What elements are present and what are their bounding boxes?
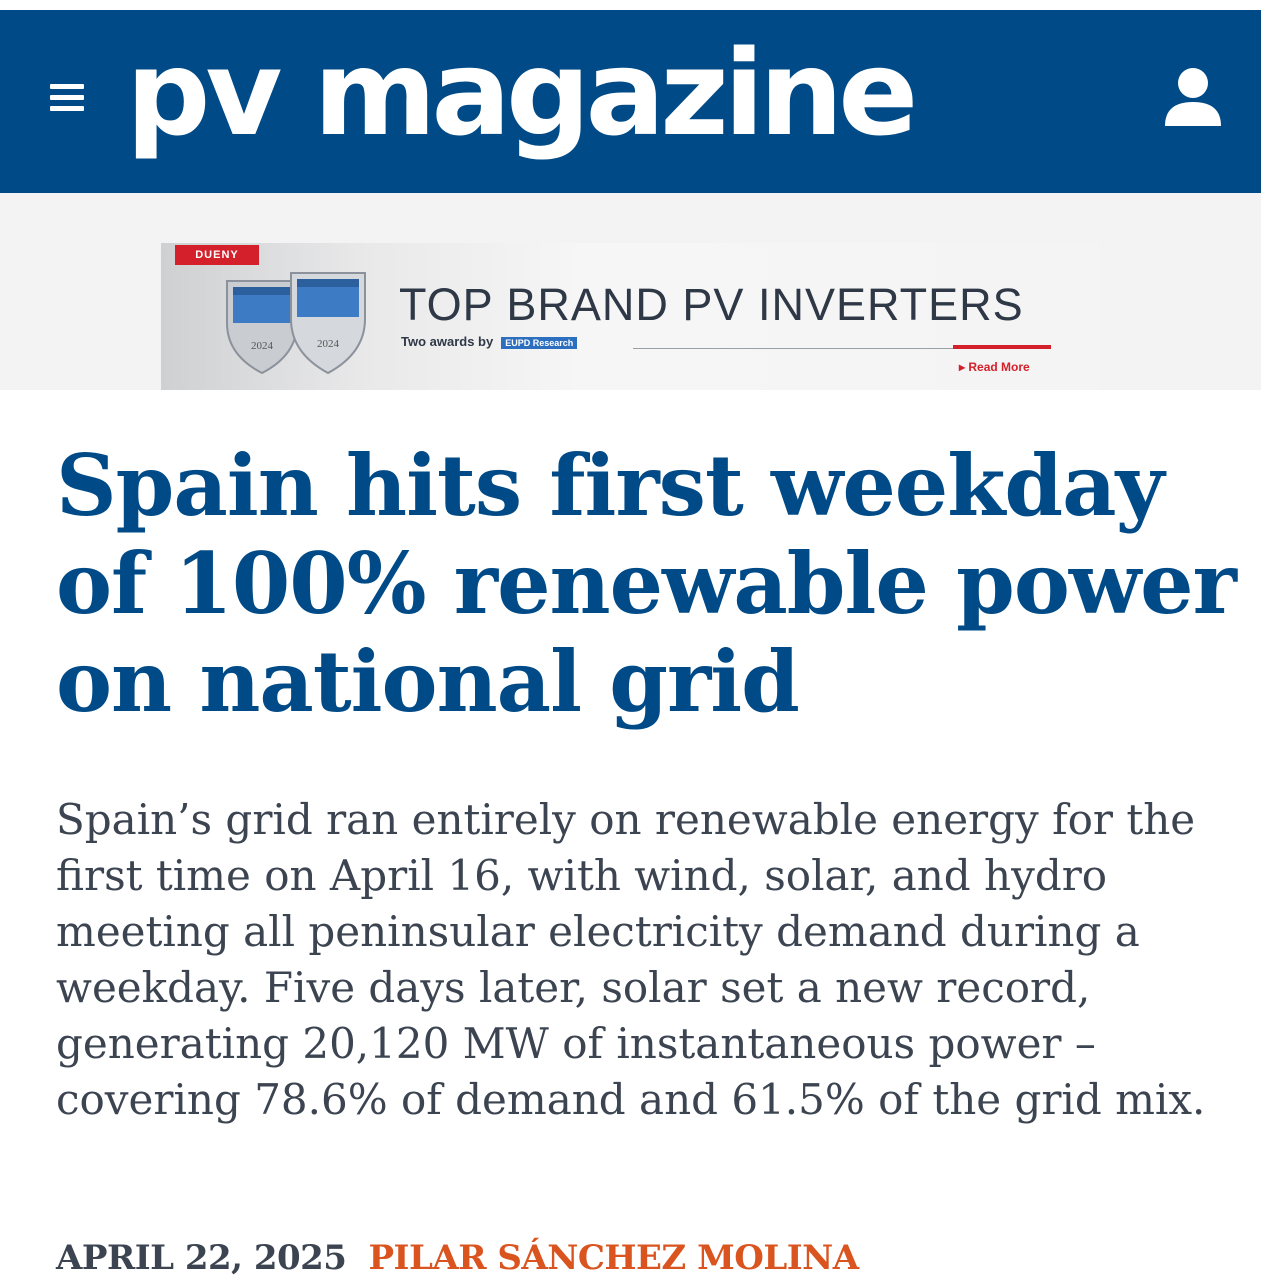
ad-banner[interactable] [161, 243, 1099, 390]
article-summary: Spain’s grid ran entirely on renewable energy for the first time on April 16, with wind, solar, and hydro meeting all peninsular electricity demand during a weekday. Five days later, solar set a new record, generating 20,120 MW of instantaneous power – covering 78.6% of demand and 61.5% of the grid mix. [56, 795, 1206, 1124]
top-strip [0, 0, 1261, 10]
article-author-link[interactable]: PILAR SÁNCHEZ MOLINA [368, 1238, 859, 1278]
article-date: APRIL 22, 2025 [56, 1238, 347, 1278]
banner-title: TOP BRAND PV INVERTERS [399, 279, 1024, 330]
user-icon[interactable] [1163, 66, 1223, 128]
site-header [0, 10, 1261, 193]
article-meta [56, 1232, 859, 1284]
seal-year-right: 2024 [317, 338, 339, 350]
article-headline[interactable]: Spain hits first weekday of 100% renewable power on national grid [56, 436, 1236, 731]
seal-year-left: 2024 [251, 340, 273, 352]
site-logo[interactable]: pv magazine [126, 24, 914, 162]
banner-read-more-link[interactable]: ▸ Read More [959, 360, 1030, 374]
banner-subtitle-text: Two awards by [401, 334, 494, 349]
banner-ribbon: DUENY [175, 245, 259, 265]
award-seals-icon [219, 263, 379, 375]
banner-subtitle [401, 334, 577, 349]
hamburger-menu-icon[interactable] [50, 84, 84, 112]
banner-subtitle-badge: EUPD Research [501, 337, 577, 349]
banner-accent-bar [953, 345, 1051, 349]
